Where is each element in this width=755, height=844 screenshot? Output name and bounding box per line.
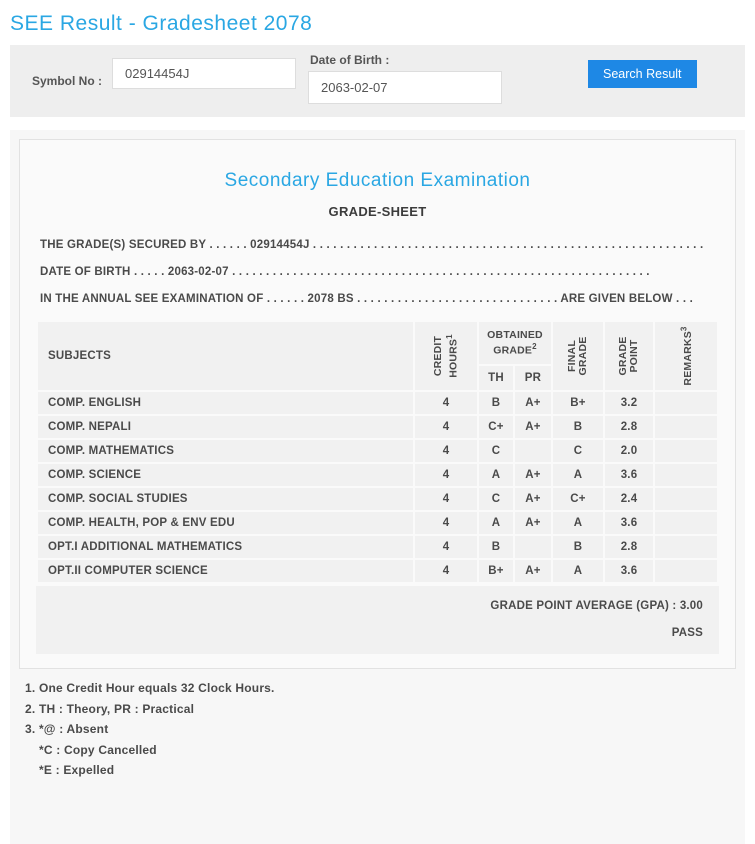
table-row [38, 416, 717, 438]
cell-subject: COMP. NEPALI [38, 416, 413, 438]
cell-remarks [655, 560, 717, 582]
cell-pr: A+ [515, 416, 551, 438]
search-form-bar [10, 45, 745, 117]
cell-credit: 4 [415, 464, 477, 486]
cell-remarks [655, 536, 717, 558]
table-row [38, 440, 717, 462]
cell-subject: COMP. HEALTH, POP & ENV EDU [38, 512, 413, 534]
secured-by-line: THE GRADE(S) SECURED BY . . . . . . 02914454J . . . . . . . . . . . . . . . . . . . . . . . . . . . . . . . . . . . . . . . . . . . . . . . . . . . . . . . . . . [40, 239, 704, 251]
cell-credit: 4 [415, 488, 477, 510]
gradesheet-subheading: GRADE-SHEET [328, 204, 427, 219]
cell-credit: 4 [415, 416, 477, 438]
header-subjects: SUBJECTS [38, 322, 413, 390]
table-row [38, 464, 717, 486]
cell-th: A [479, 512, 513, 534]
cell-gp: 3.2 [605, 392, 653, 414]
cell-remarks [655, 464, 717, 486]
cell-th: A [479, 464, 513, 486]
cell-remarks [655, 512, 717, 534]
cell-subject: COMP. MATHEMATICS [38, 440, 413, 462]
table-row [38, 512, 717, 534]
result-area [10, 130, 745, 844]
cell-gp: 2.8 [605, 416, 653, 438]
cell-th: B [479, 392, 513, 414]
gpa-value-line: GRADE POINT AVERAGE (GPA) : 3.00 [490, 600, 703, 612]
header-remarks: REMARKS$^3$ [655, 322, 717, 390]
cell-th: C+ [479, 416, 513, 438]
footnote-item: 3. *@ : Absent [25, 722, 109, 736]
cell-final: A [553, 560, 603, 582]
cell-th: B+ [479, 560, 513, 582]
cell-final: C+ [553, 488, 603, 510]
cell-remarks [655, 416, 717, 438]
cell-th: C [479, 440, 513, 462]
cell-final: A [553, 512, 603, 534]
cell-pr [515, 440, 551, 462]
cell-subject: OPT.II COMPUTER SCIENCE [38, 560, 413, 582]
footnote-item: *C : Copy Cancelled [39, 742, 157, 757]
cell-subject: COMP. SOCIAL STUDIES [38, 488, 413, 510]
cell-gp: 3.6 [605, 560, 653, 582]
cell-final: C [553, 440, 603, 462]
cell-th: C [479, 488, 513, 510]
cell-gp: 2.4 [605, 488, 653, 510]
cell-subject: COMP. SCIENCE [38, 464, 413, 486]
cell-final: B [553, 416, 603, 438]
cell-pr: A+ [515, 512, 551, 534]
cell-subject: OPT.I ADDITIONAL MATHEMATICS [38, 536, 413, 558]
cell-pr [515, 536, 551, 558]
cell-gp: 2.0 [605, 440, 653, 462]
gradesheet-panel [19, 139, 736, 669]
cell-gp: 3.6 [605, 464, 653, 486]
header-pr: PR [515, 366, 551, 390]
cell-subject: COMP. ENGLISH [38, 392, 413, 414]
cell-credit: 4 [415, 440, 477, 462]
cell-pr: A+ [515, 392, 551, 414]
examination-year-line: IN THE ANNUAL SEE EXAMINATION OF . . . . . . 2078 BS . . . . . . . . . . . . . . . . . . . . . . . . . . . . . . ARE GIVEN BELOW . . . [40, 293, 694, 305]
cell-pr: A+ [515, 488, 551, 510]
symbol-no-label: Symbol No : [32, 74, 103, 88]
header-credit-hours: CREDIT HOURS$^1$ [415, 322, 477, 390]
cell-pr: A+ [515, 560, 551, 582]
cell-remarks [655, 440, 717, 462]
cell-credit: 4 [415, 536, 477, 558]
footnote-item: 1. One Credit Hour equals 32 Clock Hours. [25, 681, 275, 695]
dob-group [308, 45, 502, 104]
table-row [38, 392, 717, 414]
table-header-row [38, 322, 717, 364]
header-final-grade: FINAL GRADE [553, 322, 603, 390]
table-row [38, 560, 717, 582]
cell-credit: 4 [415, 392, 477, 414]
cell-credit: 4 [415, 512, 477, 534]
header-grade-point: GRADE POINT [605, 322, 653, 390]
search-result-button[interactable]: Search Result [588, 60, 697, 88]
cell-gp: 3.6 [605, 512, 653, 534]
date-of-birth-line: DATE OF BIRTH . . . . . 2063-02-07 . . . . . . . . . . . . . . . . . . . . . . . . . . . . . . . . . . . . . . . . . . . . . . . . . . . . . . . . . . . . . . [40, 266, 650, 278]
dob-label: Date of Birth : [310, 53, 390, 67]
cell-final: A [553, 464, 603, 486]
exam-heading: Secondary Education Examination [224, 170, 531, 191]
cell-final: B+ [553, 392, 603, 414]
table-row [38, 536, 717, 558]
symbol-no-input[interactable] [112, 58, 296, 89]
cell-pr: A+ [515, 464, 551, 486]
cell-final: B [553, 536, 603, 558]
cell-remarks [655, 392, 717, 414]
table-row [38, 488, 717, 510]
footnote-item: *E : Expelled [39, 763, 115, 777]
grades-table [36, 320, 719, 584]
footnote-item: 2. TH : Theory, PR : Practical [25, 701, 195, 716]
cell-th: B [479, 536, 513, 558]
cell-credit: 4 [415, 560, 477, 582]
page-title: SEE Result - Gradesheet 2078 [10, 12, 313, 35]
footnotes [19, 669, 736, 777]
result-status: PASS [671, 627, 703, 639]
cell-gp: 2.8 [605, 536, 653, 558]
header-obtained-grade: OBTAINED GRADE$^2$ [479, 322, 551, 364]
gpa-summary [36, 586, 719, 654]
header-th: TH [479, 366, 513, 390]
dob-input[interactable] [308, 71, 502, 104]
cell-remarks [655, 488, 717, 510]
